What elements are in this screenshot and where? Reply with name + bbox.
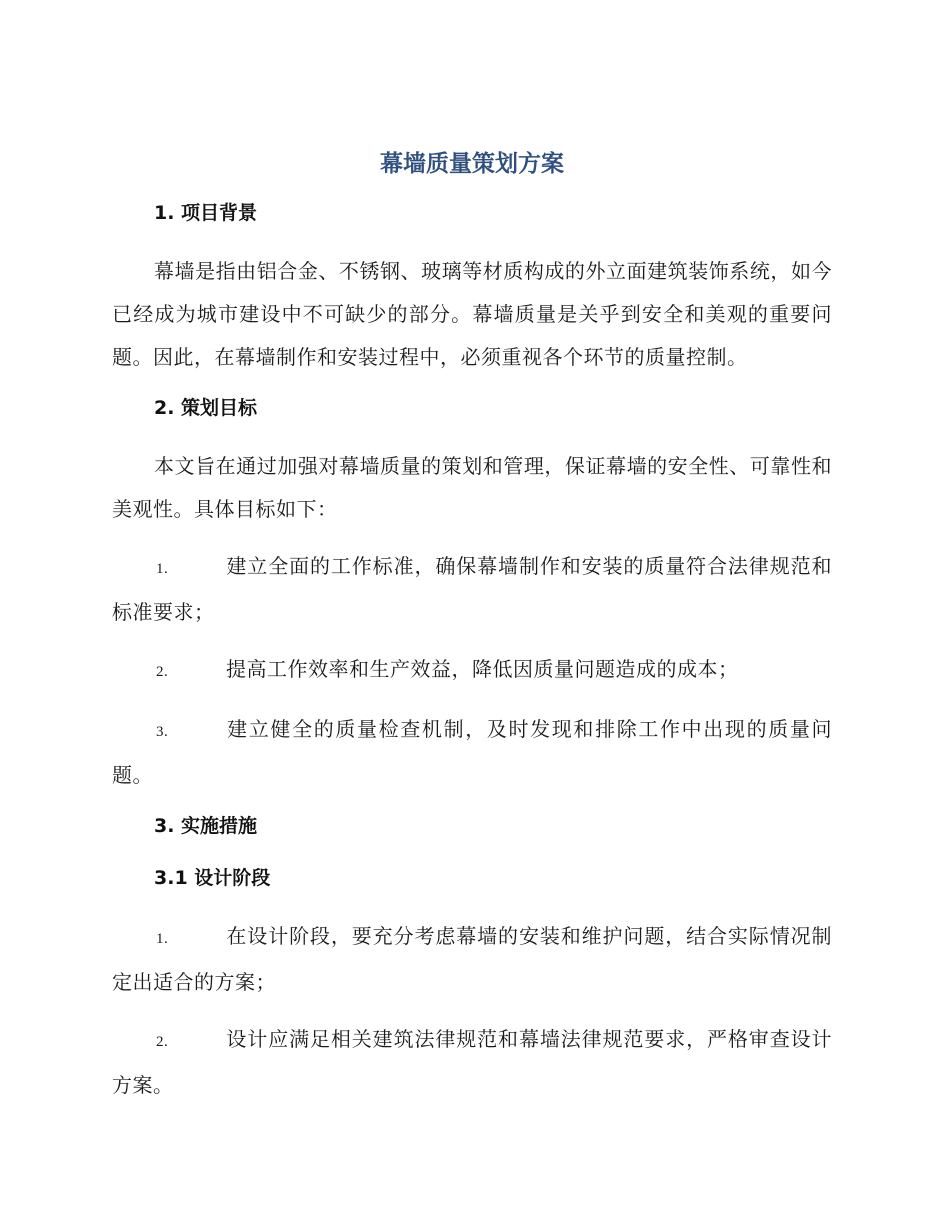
background-paragraph: 幕墙是指由铝合金、不锈钢、玻璃等材质构成的外立面建筑装饰系统，如今已经成为城市建设中不可缺少的部分。幕墙质量是关乎到安全和美观的重要问题。因此，在幕墙制作和安装过程中，必须重视各个环节的质量控制。 — [112, 259, 832, 369]
goal-item — [112, 545, 832, 634]
section-heading-background: 1. 项目背景 — [154, 202, 258, 224]
goal-item-text: 建立健全的质量检查机制，及时发现和排除工作中出现的质量问题。 — [112, 717, 832, 787]
goal-item — [112, 708, 832, 797]
document-title: 幕墙质量策划方案 — [380, 151, 564, 177]
goal-item-number: 1. — [156, 561, 169, 577]
design-item-text: 设计应满足相关建筑法律规范和幕墙法律规范要求，严格审查设计方案。 — [112, 1027, 832, 1097]
design-item-number: 1. — [156, 931, 169, 947]
design-item — [112, 915, 832, 1004]
design-item-number: 2. — [156, 1034, 169, 1050]
section-heading-goals: 2. 策划目标 — [154, 397, 258, 419]
goal-item-number: 2. — [156, 664, 169, 680]
design-item — [112, 1018, 832, 1107]
goals-paragraph: 本文旨在通过加强对幕墙质量的策划和管理，保证幕墙的安全性、可靠性和美观性。具体目标如下： — [112, 454, 832, 521]
goal-item-text: 建立全面的工作标准，确保幕墙制作和安装的质量符合法律规范和标准要求； — [112, 554, 832, 624]
goal-item — [112, 648, 832, 694]
design-item-text: 在设计阶段，要充分考虑幕墙的安装和维护问题，结合实际情况制定出适合的方案； — [112, 924, 832, 994]
goal-item-text: 提高工作效率和生产效益，降低因质量问题造成的成本； — [226, 657, 739, 681]
section-heading-measures: 3. 实施措施 — [154, 815, 258, 837]
section-heading-design-phase: 3.1 设计阶段 — [154, 867, 271, 889]
document-page — [112, 148, 832, 1121]
goal-item-number: 3. — [156, 724, 169, 740]
